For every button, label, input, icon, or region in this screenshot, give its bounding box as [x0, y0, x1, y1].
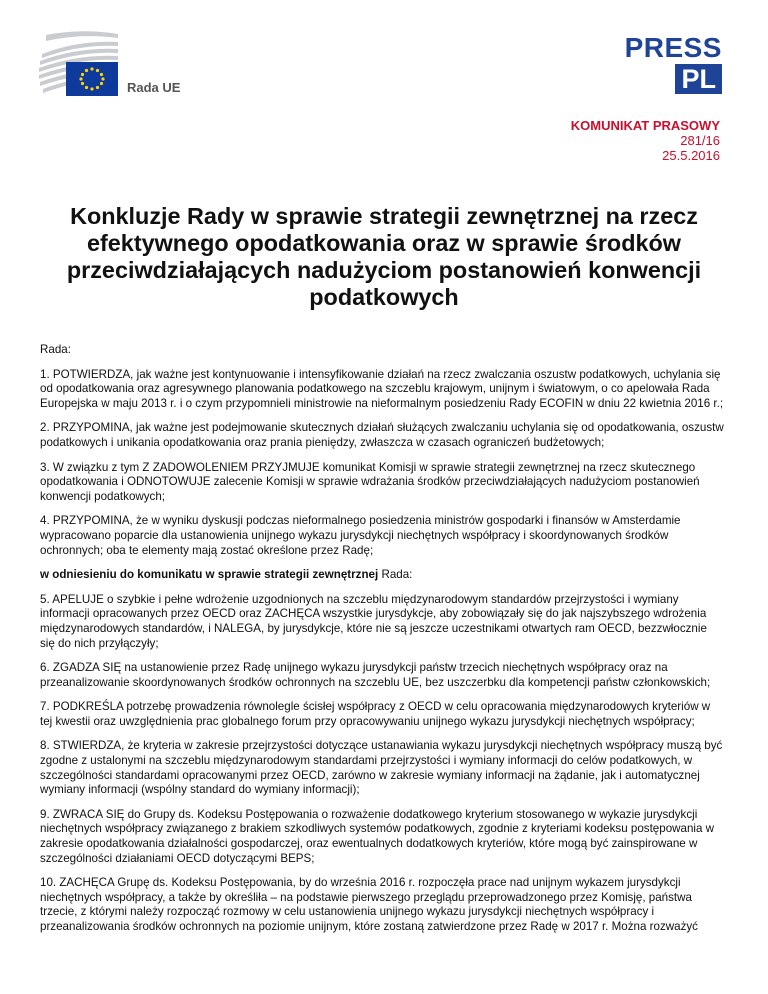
paragraph-9: 9. ZWRACA SIĘ do Grupy ds. Kodeksu Postępowania o rozważenie dodatkowego kryterium stosowanego w wykazie jurysdykcji niechętnych współpracy związanego z brakiem szkodliwych systemów podatkowych, zgodnie z kryteriami kodeksu postępowania w zakresie opodatkowania działalności gospodarczej, oraz ewentualnych dodatkowych kryteriów, które mogą być zainspirowane w szczególności działaniami OECD dotyczącymi BEPS;	[40, 807, 715, 865]
release-date: 25.5.2016	[662, 148, 720, 163]
paragraph-7: 7. PODKREŚLA potrzebę prowadzenia równolegle ścisłej współpracy z OECD w celu opracowania międzynarodowych kryteriów w tej kwestii oraz uwzględnienia prac globalnego forum przy opracowywaniu unijnego wykazu jurysdykcji niechętnych współpracy;	[40, 700, 711, 728]
page-title: Konkluzje Rady w sprawie strategii zewnętrznej na rzecz efektywnego opodatkowania oraz w sprawie środków przeciwdziałających nadużyciom postanowień konwencji podatkowych	[66, 203, 702, 310]
paragraph-intro: Rada:	[40, 343, 71, 356]
org-name: Rada UE	[127, 80, 181, 95]
paragraph-3: 3. W związku z tym Z ZADOWOLENIEM PRZYJMUJE komunikat Komisji w sprawie strategii zewnętrznej na rzecz skutecznego opodatkowania i ODNOTOWUJE zalecenie Komisji w sprawie wdrażania środków przeciwdziałających nadużyciom postanowień konwencji podatkowych;	[40, 460, 700, 503]
section-heading-rest: Rada:	[378, 568, 413, 582]
language-code-badge: PL	[675, 64, 722, 94]
paragraph-8: 8. STWIERDZA, że kryteria w zakresie przejrzystości dotyczące ustanawiania wykazu jurysdykcji niechętnych współpracy muszą być zgodne z ustalonymi na szczeblu międzynarodowym standardami przejrzystości i wymiany informacji do celów podatkowych, w szczególności standardami opracowanymi przez OECD, zarówno w zakresie wymiany informacji na żądanie, jak i automatycznej wymiany informacji (wspólny standard do wymiany informacji);	[40, 739, 723, 797]
press-logo	[612, 34, 722, 94]
paragraph-1: 1. POTWIERDZA, jak ważne jest kontynuowanie i intensyfikowanie działań na rzecz zwalczania oszustw podatkowych, uchylania się od opodatkowania oraz agresywnego planowania podatkowego na szczeblu krajowym, unijnym i światowym, o co apelowała Rada Europejska w maju 2013 r. i o czym przypomnieli ministrowie na nieformalnym posiedzeniu Rady ECOFIN w dniu 22 kwietnia 2016 r.;	[40, 367, 724, 410]
paragraph-6: 6. ZGADZA SIĘ na ustanowienie przez Radę unijnego wykazu jurysdykcji państw trzecich niechętnych współpracy oraz na przeanalizowanie skoordynowanych środków ochronnych na szczeblu UE, bez uszczerbku dla kompetencji państw członkowskich;	[40, 661, 711, 689]
eu-flag	[66, 62, 118, 96]
paragraph-2: 2. PRZYPOMINA, jak ważne jest podejmowanie skutecznych działań służących zwalczaniu uchylania się od opodatkowania, oszustw podatkowych i unikania opodatkowania oraz prania pieniędzy, zwłaszcza w czasach ograniczeń budżetowych;	[40, 421, 724, 449]
release-type: KOMUNIKAT PRASOWY	[570, 118, 720, 133]
paragraph-4: 4. PRZYPOMINA, że w wyniku dyskusji podczas nieformalnego posiedzenia ministrów gospodarki i finansów w Amsterdamie wypracowano poparcie dla ustanowienia unijnego wykazu jurysdykcji niechętnych współpracy i skoordynowanych środków ochronnych; oba te elementy mają zostać określone przez Radę;	[40, 514, 681, 557]
paragraph-5: 5. APELUJE o szybkie i pełne wdrożenie uzgodnionych na szczeblu międzynarodowym standardów przejrzystości i wymiany informacji opracowanych przez OECD oraz ZACHĘCA wszystkie jurysdykcje, aby zobowiązały się do jak najszybszego wdrożenia międzynarodowych standardów, i NALEGA, by jurysdykcje, które nie są jeszcze uczestnikami otwartych ram OECD, bezzwłocznie się do nich przyłączyły;	[40, 592, 707, 650]
document-body	[40, 343, 724, 945]
paragraph-10: 10. ZACHĘCA Grupę ds. Kodeksu Postępowania, by do września 2016 r. rozpoczęła prace nad unijnym wykazem jurysdykcji niechętnych współpracy, a także by określiła – na podstawie pierwszego przeglądu przeprowadzonego przez Komisję, państwa trzecie, z którymi należy rozpocząć rozmowy w celu ustanowienia unijnego wykazu jurysdykcji niechętnych współpracy i przeanalizowania środków ochronnych na poziomie unijnym, które zostaną zatwierdzone przez Radę w 2017 r. Można rozważyć	[40, 876, 698, 933]
release-info	[571, 118, 720, 163]
section-heading-bold: w odniesieniu do komunikatu w sprawie strategii zewnętrznej	[40, 568, 379, 582]
release-number: 281/16	[680, 133, 720, 148]
section-heading	[40, 568, 724, 583]
press-word: PRESS	[624, 32, 722, 63]
